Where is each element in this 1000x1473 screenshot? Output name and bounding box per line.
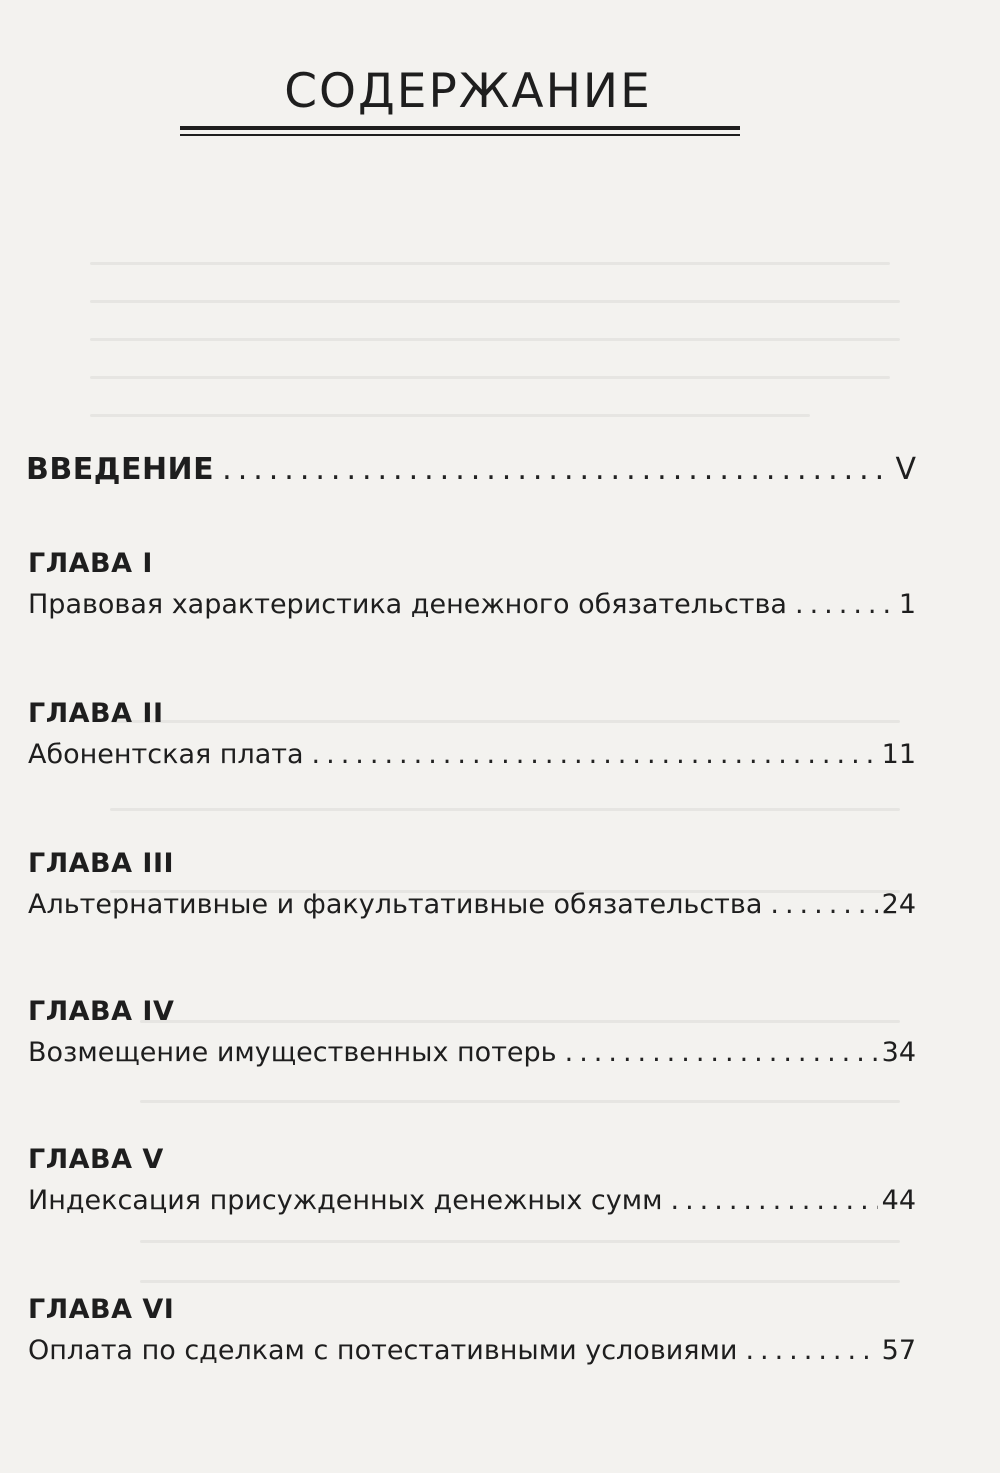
chapter-title: Индексация присужденных денежных сумм [28, 1185, 663, 1216]
toc-entry[interactable] [28, 1185, 916, 1216]
leader-dots [770, 889, 877, 920]
leader-dots [312, 739, 878, 770]
toc-page-number: V [895, 452, 916, 487]
chapter-heading: ГЛАВА III [28, 848, 175, 879]
toc-page-number: 44 [881, 1185, 916, 1216]
leader-dots [565, 1037, 878, 1068]
toc-entry[interactable] [28, 589, 916, 620]
chapter-title: Альтернативные и факультативные обязательства [28, 889, 763, 920]
chapter-title: Абонентская плата [28, 739, 304, 770]
chapter-heading: ГЛАВА I [28, 548, 153, 579]
leader-dots [745, 1335, 877, 1366]
toc-entry[interactable] [28, 889, 916, 920]
toc-entry[interactable] [28, 739, 916, 770]
leader-dots [671, 1185, 878, 1216]
page-title: СОДЕРЖАНИЕ [284, 64, 652, 119]
chapter-heading: ГЛАВА V [28, 1144, 164, 1175]
chapter-heading: ГЛАВА IV [28, 996, 175, 1027]
toc-page-number: 1 [898, 589, 916, 620]
chapter-heading: ГЛАВА II [28, 698, 164, 729]
toc-page-number: 34 [881, 1037, 916, 1068]
chapter-title: Правовая характеристика денежного обязательства [28, 589, 787, 620]
toc-entry[interactable] [28, 1037, 916, 1068]
toc-page-number: 57 [881, 1335, 916, 1366]
toc-chapter-3 [28, 848, 916, 920]
toc-entry-label: ВВЕДЕНИЕ [26, 452, 215, 487]
toc-chapter-2 [28, 698, 916, 770]
toc-entry[interactable] [28, 1335, 916, 1366]
toc-chapter-6 [28, 1294, 916, 1366]
toc-chapter-5 [28, 1144, 916, 1216]
toc-page-number: 11 [881, 739, 916, 770]
title-underline [180, 126, 740, 130]
toc-page-number: 24 [881, 889, 916, 920]
chapter-heading: ГЛАВА VI [28, 1294, 175, 1325]
title-underline-thin [180, 134, 740, 136]
toc-chapter-1 [28, 548, 916, 620]
chapter-title: Возмещение имущественных потерь [28, 1037, 557, 1068]
leader-dots [795, 589, 895, 620]
chapter-title: Оплата по сделкам с потестативными условиями [28, 1335, 738, 1366]
leader-dots [222, 452, 887, 487]
toc-chapter-4 [28, 996, 916, 1068]
toc-entry-introduction[interactable] [26, 452, 916, 487]
